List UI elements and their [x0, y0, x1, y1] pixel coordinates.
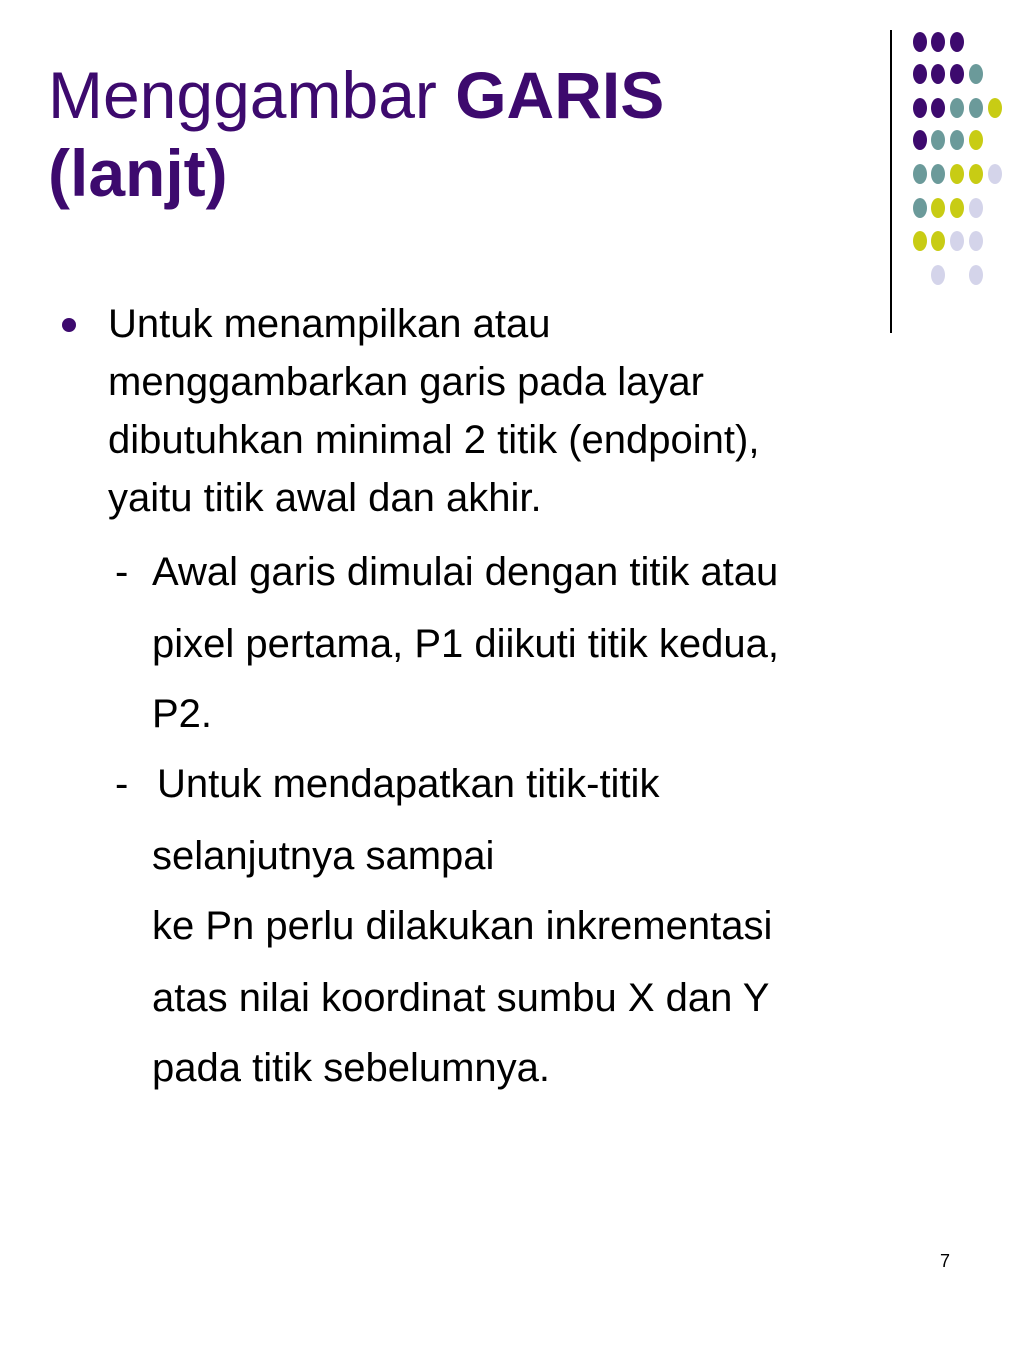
sub-item-line: pixel pertama, P1 diikuti titik kedua,	[152, 622, 779, 666]
dot-lavender	[931, 265, 945, 285]
bullet-line: dibutuhkan minimal 2 titik (endpoint),	[108, 418, 760, 462]
dot-purple	[913, 32, 927, 52]
dot-lime	[931, 231, 945, 251]
sub-item-line: selanjutnya sampai	[152, 834, 495, 878]
dot-lime	[969, 164, 983, 184]
dot-purple	[931, 98, 945, 118]
title-bold: GARIS	[455, 58, 665, 132]
slide-title	[48, 56, 868, 212]
dot-lime	[950, 164, 964, 184]
bullet-line: Untuk menampilkan atau	[108, 302, 551, 346]
sub-item-line: P2.	[152, 692, 213, 736]
dot-purple	[950, 64, 964, 84]
bullet-icon	[62, 318, 76, 332]
dot-lavender	[950, 231, 964, 251]
dot-lime	[988, 98, 1002, 118]
dot-teal	[969, 64, 983, 84]
sub-item-dash: -	[115, 550, 129, 594]
dot-purple	[913, 98, 927, 118]
bullet-line: yaitu titik awal dan akhir.	[108, 476, 542, 520]
dot-teal	[950, 98, 964, 118]
dot-lavender	[969, 265, 983, 285]
bullet-line: menggambarkan garis pada layar	[108, 360, 704, 404]
dot-lime	[913, 231, 927, 251]
page-number: 7	[940, 1251, 951, 1271]
dot-teal	[931, 164, 945, 184]
dot-purple	[913, 130, 927, 150]
dot-teal	[931, 130, 945, 150]
dot-lime	[950, 198, 964, 218]
dot-teal	[913, 198, 927, 218]
dot-lavender	[969, 198, 983, 218]
dot-lavender	[969, 231, 983, 251]
sub-item-line: atas nilai koordinat sumbu X dan Y	[152, 976, 770, 1020]
dot-lime	[969, 130, 983, 150]
dot-lime	[931, 198, 945, 218]
dot-purple	[931, 32, 945, 52]
decorative-vertical-line	[890, 30, 892, 333]
title-line2: (lanjt)	[48, 136, 228, 210]
dot-lavender	[988, 164, 1002, 184]
dot-teal	[950, 130, 964, 150]
sub-item-line: Untuk mendapatkan titik-titik	[157, 762, 660, 806]
dot-teal	[969, 98, 983, 118]
title-normal: Menggambar	[48, 58, 456, 132]
dot-purple	[913, 64, 927, 84]
sub-item-line: pada titik sebelumnya.	[152, 1046, 551, 1090]
sub-item-line: ke Pn perlu dilakukan inkrementasi	[152, 904, 773, 948]
dot-purple	[950, 32, 964, 52]
sub-item-line: Awal garis dimulai dengan titik atau	[152, 550, 779, 594]
dot-teal	[913, 164, 927, 184]
dot-purple	[931, 64, 945, 84]
sub-item-dash: -	[115, 762, 129, 806]
